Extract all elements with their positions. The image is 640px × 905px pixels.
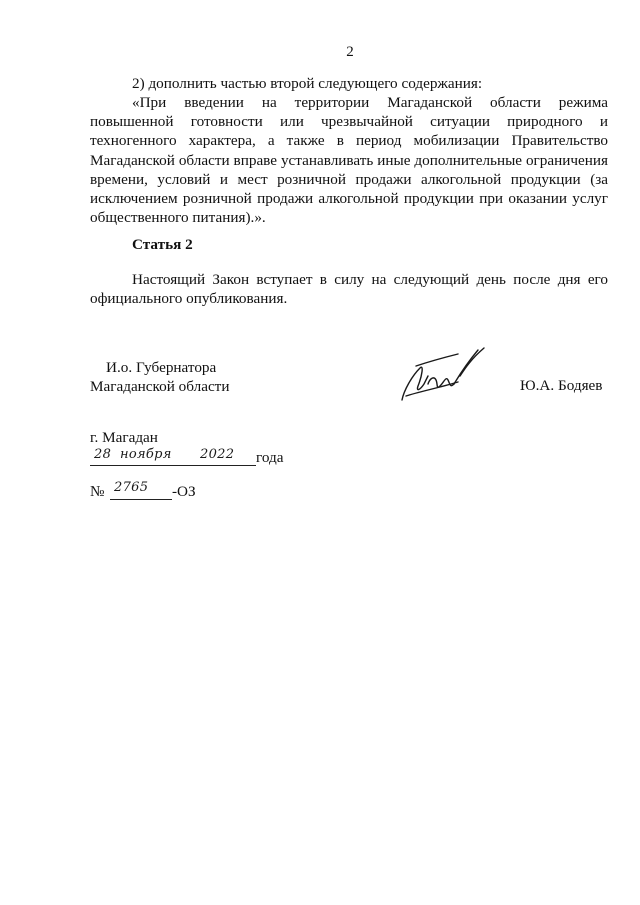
- amendment-quote: «При введении на территории Магаданской области режима повышенной готовности или чрезвычайной ситуации природного и техногенного характера, а также в период мобилизации Правительство Магаданской области вправе устанавливать иные дополнительные ограничения времени, условий и мест розничной продажи алкогольной продукции (за исключением розничной продажи алкогольной продукции при оказании услуг общественного питания).».: [90, 94, 608, 227]
- number-prefix: №: [90, 483, 105, 500]
- date-month-handwritten: ноября: [120, 447, 172, 462]
- governor-title-line1: И.о. Губернатора: [106, 359, 217, 376]
- amendment-intro: 2) дополнить частью второй следующего содержания:: [132, 75, 483, 92]
- article-heading: Статья 2: [132, 236, 193, 253]
- date-line: [90, 446, 320, 470]
- number-suffix: -ОЗ: [172, 483, 196, 500]
- governor-title-line2: Магаданской области: [90, 378, 230, 395]
- date-year-handwritten: 2022: [200, 447, 235, 462]
- law-number-line: [90, 480, 250, 504]
- law-number-handwritten: 2765: [114, 480, 149, 495]
- handwritten-signature: [398, 346, 490, 406]
- year-suffix: года: [256, 449, 284, 466]
- article-text: Настоящий Закон вступает в силу на следующий день после дня его официального опубликования.: [90, 271, 608, 308]
- governor-title: [90, 358, 229, 396]
- city: г. Магадан: [90, 429, 158, 446]
- page-number: 2: [346, 44, 354, 60]
- date-day-handwritten: 28: [94, 447, 112, 462]
- signer-name: Ю.А. Бодяев: [520, 377, 603, 394]
